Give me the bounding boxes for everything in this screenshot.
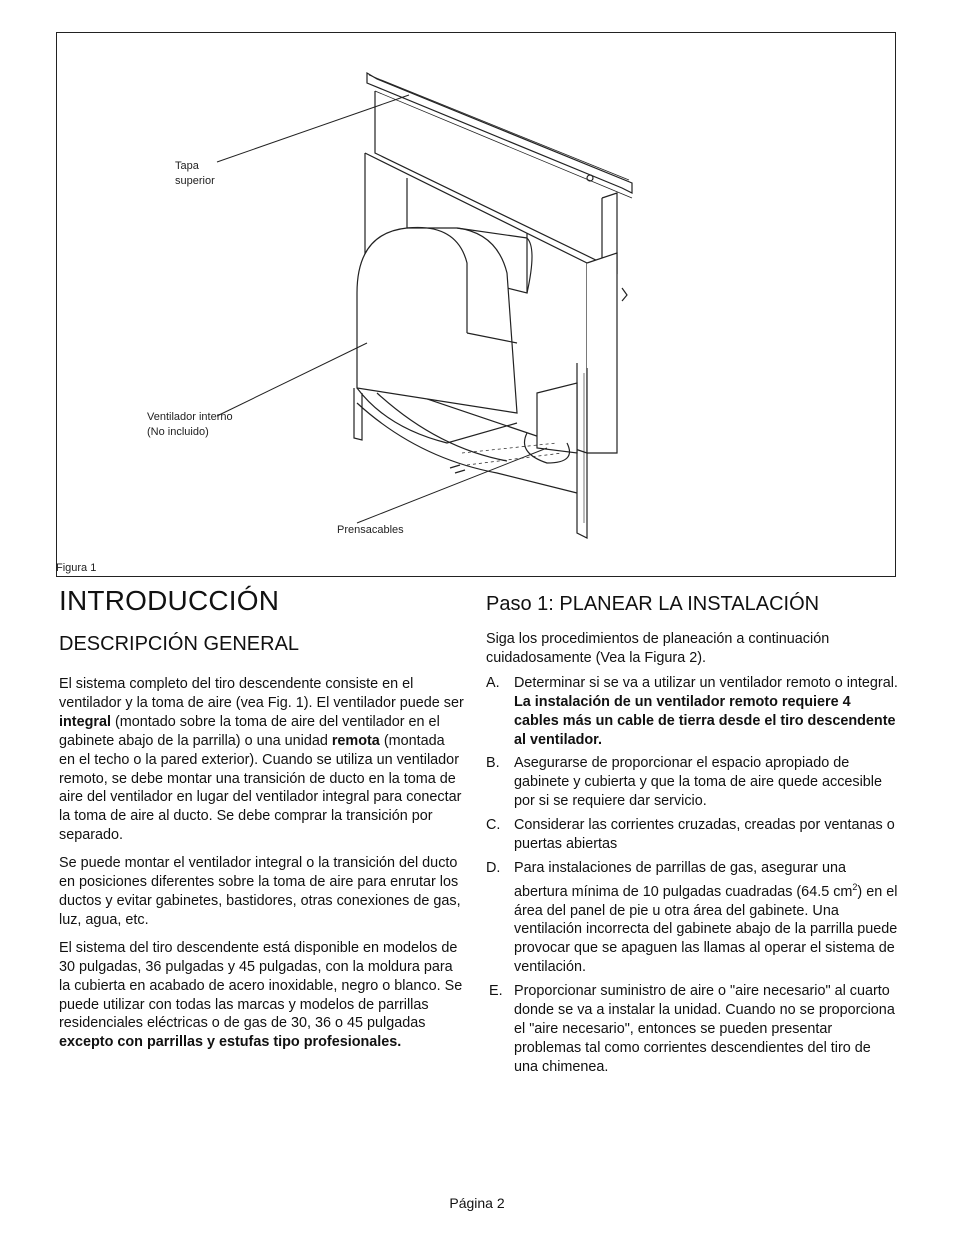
list-item-text: Para instalaciones de parrillas de gas, asegurar una abertura mínima de 10 pulgadas cuadradas (64.5 cm <box>514 859 853 900</box>
p1-bold-remota: remota <box>331 732 380 749</box>
callout-ventilador-line2: (No incluido) <box>147 426 209 438</box>
step-intro: Siga los procedimientos de planeación a continuación cuidadosamente (Vea la Figura 2). <box>486 631 830 666</box>
figure-label: Figura 1 <box>56 562 97 574</box>
callout-tapa-superior <box>175 159 215 189</box>
p1-bold-integral: integral <box>59 713 111 730</box>
list-item-text: Determinar si se va a utilizar un ventilador remoto o integral. <box>514 674 898 691</box>
page-number: Página 2 <box>449 1195 505 1211</box>
page-title: INTRODUCCIÓN <box>59 585 280 616</box>
paragraph-2: Se puede montar el ventilador integral o la transición del ducto en posiciones diferentes sobre la toma de aire para enrutar los ductos y evitar gabinetes, bastidores, otras conexiones de gas, luz, agua, etc. <box>59 855 461 928</box>
callout-tapa-line2: superior <box>175 175 215 187</box>
list-marker: A. <box>486 674 500 691</box>
list-item <box>486 674 898 750</box>
callout-ventilador-line1: Ventilador interno <box>147 411 233 423</box>
p3-bold: excepto con parrillas y estufas tipo profesionales. <box>59 1034 402 1051</box>
callout-tapa-line1: Tapa <box>175 160 199 172</box>
paragraph-1 <box>59 675 464 845</box>
p1-text-e: (montada en el techo o la pared exterior). Cuando se utiliza un ventilador remoto, se debe montar una transición de ducto en la toma de aire del ventilador en lugar del ventilador integral para conectar la toma de aire al ducto. Se debe comprar la transición por separado. <box>59 732 462 844</box>
section-heading-descripcion: DESCRIPCIÓN GENERAL <box>59 633 300 655</box>
superscript: 2 <box>852 881 858 892</box>
paragraph-3 <box>59 939 464 1052</box>
list-item-text-cont: ) en el área del panel de pie u otra área del gabinete. Una ventilación incorrecta del gabinete abajo de la parrilla puede provocar que se apaguen las llamas al operar el sistema de ventilación. <box>514 883 898 976</box>
list-marker: B. <box>486 755 500 772</box>
right-column <box>486 590 898 1082</box>
list-item-bold: La instalación de un ventilador remoto requiere 4 cables más un cable de tierra desde el tiro descendente al ventilador. <box>514 693 896 748</box>
list-item-text: Asegurarse de proporcionar el espacio apropiado de gabinete y cubierta y que la toma de aire quede accesible por si se requiere dar servicio. <box>514 755 883 810</box>
p3-text-a: El sistema del tiro descendente está disponible en modelos de 30 pulgadas, 36 pulgadas y 45 pulgadas, con la moldura para la cubierta en acabado de acero inoxidable, negro o blanco. Se puede utilizar con todas las marcas y modelos de parrillas residenciales eléctricas o de gas de 30, 36 o 45 pulgadas <box>59 939 463 1032</box>
figure-1 <box>56 32 896 577</box>
section-heading-paso-1: Paso 1: PLANEAR LA INSTALACIÓN <box>486 593 820 615</box>
callout-ventilador <box>147 410 233 440</box>
list-item <box>486 754 898 811</box>
list-marker: C. <box>486 817 501 834</box>
list-item <box>486 816 898 854</box>
list-marker: D. <box>486 859 501 876</box>
list-item <box>486 859 898 977</box>
list-item-text: Proporcionar suministro de aire o "aire necesario" al cuarto donde se va a instalar la unidad. Cuando no se proporciona el "aire necesario", entonces se pueden presentar problemas tal como corrientes descendientes del tiro de una chimenea. <box>514 983 895 1075</box>
list-marker: E. <box>489 983 503 1000</box>
left-column <box>59 583 464 1061</box>
p1-text-c: (montado sobre la toma de aire del ventilador en el gabinete abajo de la parrilla) o una unidad <box>59 713 440 749</box>
callout-prensacables: Prensacables <box>337 524 404 536</box>
list-item <box>486 982 898 1077</box>
p1-text-a: El sistema completo del tiro descendente consiste en el ventilador y la toma de aire (vea Fig. 1). El ventilador puede ser <box>59 676 464 711</box>
list-item-text: Considerar las corrientes cruzadas, creadas por ventanas o puertas abiertas <box>514 817 895 853</box>
step-list <box>486 674 898 1077</box>
downdraft-illustration <box>57 33 897 578</box>
